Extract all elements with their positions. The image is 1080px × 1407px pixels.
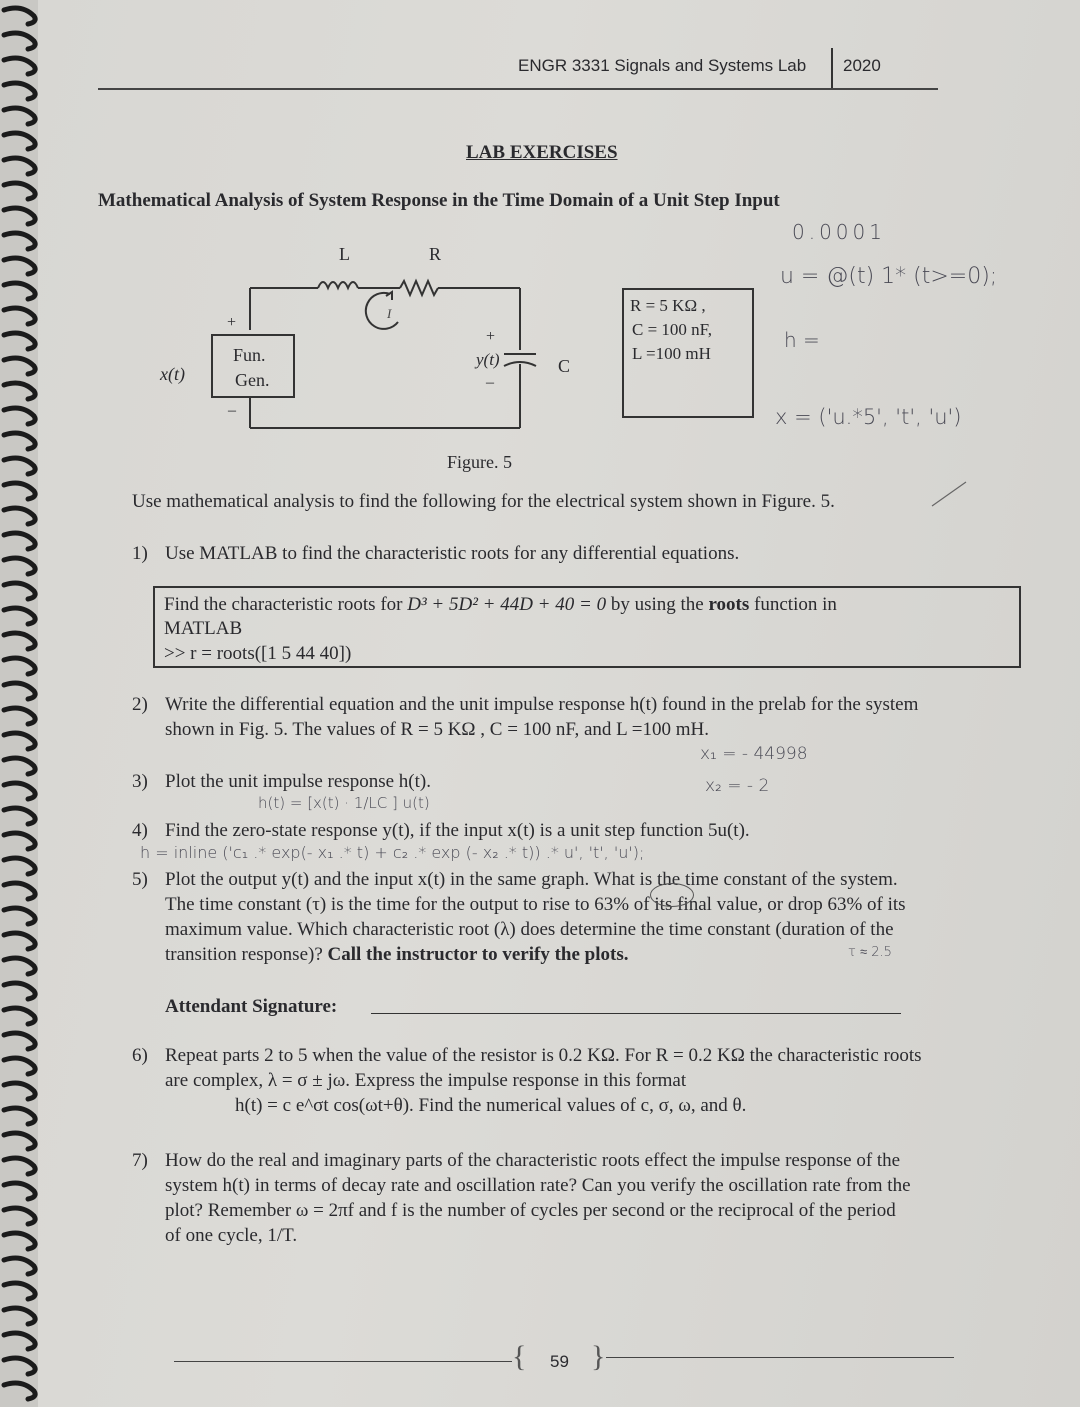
spiral-coil [4,383,35,399]
intro-text: Use mathematical analysis to find the following for the electrical system shown in Figure. 5. [132,491,835,512]
question-3-text: Plot the unit impulse response h(t). [165,771,431,792]
spiral-coil [4,783,35,799]
spiral-coil [4,1283,35,1299]
spiral-coil [4,558,35,574]
spiral-coil [4,1333,35,1349]
question-6-line-1: Repeat parts 2 to 5 when the value of the resistor is 0.2 KΩ. For R = 0.2 KΩ the characteristic roots [165,1045,922,1066]
spiral-coil [4,358,35,374]
question-6-number: 6) [132,1045,148,1066]
spiral-coil [4,208,35,224]
spiral-coil [4,258,35,274]
spiral-coil [4,1158,35,1174]
output-minus: – [486,374,494,391]
header-rule [98,88,938,90]
footer-brace-left: { [512,1340,527,1373]
spiral-coil [4,708,35,724]
spiral-coil [4,33,35,49]
matlab-box-text-b: by using the [606,594,709,615]
spiral-coil [4,333,35,349]
spiral-coil [4,58,35,74]
handwriting-circle-63 [650,883,694,907]
spiral-coil [4,433,35,449]
handwriting-note-6: x₂ = - 2 [705,776,770,796]
input-label: x(t) [160,364,185,384]
spiral-coil [4,733,35,749]
matlab-box-line-3: >> r = roots([1 5 44 40]) [164,643,352,664]
spiral-coil [4,83,35,99]
matlab-box-equation: D³ + 5D² + 44D + 40 = 0 [407,594,607,615]
circuit-diagram [150,240,600,440]
question-7-line-2: system h(t) in terms of decay rate and oscillation rate? Can you verify the oscillation rate from the [165,1175,911,1196]
spiral-coil [4,408,35,424]
spiral-coil [4,1258,35,1274]
source-minus: – [228,402,236,419]
matlab-box-line-1 [164,592,837,617]
question-2-line-2: shown in Fig. 5. The values of R = 5 KΩ , C = 100 nF, and L =100 mH. [165,719,710,740]
question-5-line-4 [165,942,906,967]
question-3-number: 3) [132,771,148,792]
footer-rule-left [174,1361,512,1362]
spiral-coil [4,1358,35,1374]
spiral-coil [4,8,35,24]
figure-caption: Figure. 5 [447,452,512,472]
capacitor-label: C [558,356,571,376]
inductor-label: L [339,244,350,264]
spiral-coil [4,483,35,499]
question-5-line-4-text: transition response)? [165,944,328,965]
spiral-coil [4,1008,35,1024]
matlab-box-text-a: Find the characteristic roots for [164,594,408,615]
question-7-line-4: of one cycle, 1/T. [165,1225,298,1246]
spiral-coil [4,283,35,299]
handwriting-note-4: x = ('u.*5', 't', 'u') [775,405,962,429]
question-6-line-2: are complex, λ = σ ± jω. Express the impulse response in this format [165,1070,687,1091]
spiral-coil [4,908,35,924]
output-label: y(t) [476,350,500,369]
question-2-number: 2) [132,694,148,715]
resistor-symbol [400,281,438,295]
question-1-text: Use MATLAB to find the characteristic roots for any differential equations. [165,543,740,564]
spiral-coil [4,158,35,174]
handwriting-note-3: h = [784,328,820,352]
current-arrow [366,293,398,329]
handwriting-note-2: u = @(t) 1* (t>=0); [780,264,998,289]
question-5-line-1: Plot the output y(t) and the input x(t) in the same graph. What is the time constant of the system. [165,869,898,890]
matlab-box-line-2: MATLAB [164,618,243,639]
spiral-coil [4,858,35,874]
spiral-coil [4,658,35,674]
output-plus: + [486,328,496,345]
handwriting-note-1: 0.0001 [792,220,886,244]
question-4-number: 4) [132,820,148,841]
value-l: L =100 mH [632,344,711,363]
matlab-box-roots: roots [708,594,750,615]
handwriting-note-7: h(t) = [x(t) · 1/LC ] u(t) [258,794,430,812]
inductor-symbol [318,282,358,288]
spiral-coil [4,758,35,774]
spiral-coil [4,608,35,624]
spiral-coil [4,583,35,599]
question-1-number: 1) [132,543,148,564]
signature-line[interactable] [371,1013,901,1014]
question-5-line-2: The time constant (τ) is the time for the output to rise to 63% of its final value, or drop 63% of its [165,894,906,915]
spiral-coil [4,808,35,824]
spiral-coil [4,1183,35,1199]
footer-brace-right: } [591,1340,606,1373]
resistor-label: R [429,244,442,264]
spiral-coil [4,958,35,974]
value-r: R = 5 KΩ , [630,296,706,315]
header-divider [831,48,833,88]
header-year: 2020 [843,56,881,75]
value-c: C = 100 nF, [632,320,713,339]
handwriting-note-9: τ ≈ 2.5 [848,945,892,960]
spiral-coil [4,183,35,199]
spiral-coil [4,683,35,699]
spiral-coil [4,133,35,149]
page-number: 59 [550,1352,569,1371]
header-course: ENGR 3331 Signals and Systems Lab [518,56,807,75]
spiral-coil [4,233,35,249]
spiral-coil [4,108,35,124]
spiral-coil [4,833,35,849]
spiral-coil [4,1308,35,1324]
spiral-coil [4,458,35,474]
spiral-coil [4,983,35,999]
spiral-coil [4,1083,35,1099]
question-7-line-1: How do the real and imaginary parts of the characteristic roots effect the impulse response of the [165,1150,901,1171]
signature-label: Attendant Signature: [165,996,338,1017]
spiral-coil [4,933,35,949]
spiral-coil [4,1383,35,1399]
question-4-text: Find the zero-state response y(t), if the input x(t) is a unit step function 5u(t). [165,820,750,841]
spiral-coil [4,1058,35,1074]
handwriting-note-5: x₁ = - 44998 [700,744,808,764]
spiral-coil [4,1133,35,1149]
spiral-coil [4,533,35,549]
matlab-box-text-c: function in [749,594,837,615]
spiral-coil [4,1208,35,1224]
footer-rule-right [606,1357,954,1358]
spiral-coil [4,508,35,524]
spiral-binding [0,0,44,1407]
current-label: I [387,306,392,321]
source-label-1: Fun. [233,345,266,365]
page-title: LAB EXERCISES [466,142,618,163]
section-subtitle: Mathematical Analysis of System Response in the Time Domain of a Unit Step Input [98,190,780,211]
question-5-line-3: maximum value. Which characteristic root (λ) does determine the time constant (duration of the [165,919,894,940]
source-plus: + [227,314,237,331]
question-6-line-3: h(t) = c e^σt cos(ωt+θ). Find the numerical values of c, σ, ω, and θ. [235,1095,747,1116]
question-7-line-3: plot? Remember ω = 2πf and f is the number of cycles per second or the reciprocal of the period [165,1200,896,1221]
source-label-2: Gen. [235,370,270,390]
question-5-call-instructor: Call the instructor to verify the plots. [327,944,629,965]
handwriting-note-8: h = inline ('c₁ .* exp(- x₁ .* t) + c₂ .* exp (- x₂ .* t)) .* u', 't', 'u'); [140,843,645,862]
spiral-coil [4,1108,35,1124]
spiral-coil [4,1233,35,1249]
question-2-line-1: Write the differential equation and the unit impulse response h(t) found in the prelab for the system [165,694,919,715]
handwriting-stroke [930,478,970,508]
question-7-number: 7) [132,1150,148,1171]
spiral-coil [4,308,35,324]
spiral-coil [4,883,35,899]
spiral-coil [4,633,35,649]
spiral-coil [4,1033,35,1049]
question-5-number: 5) [132,869,148,890]
